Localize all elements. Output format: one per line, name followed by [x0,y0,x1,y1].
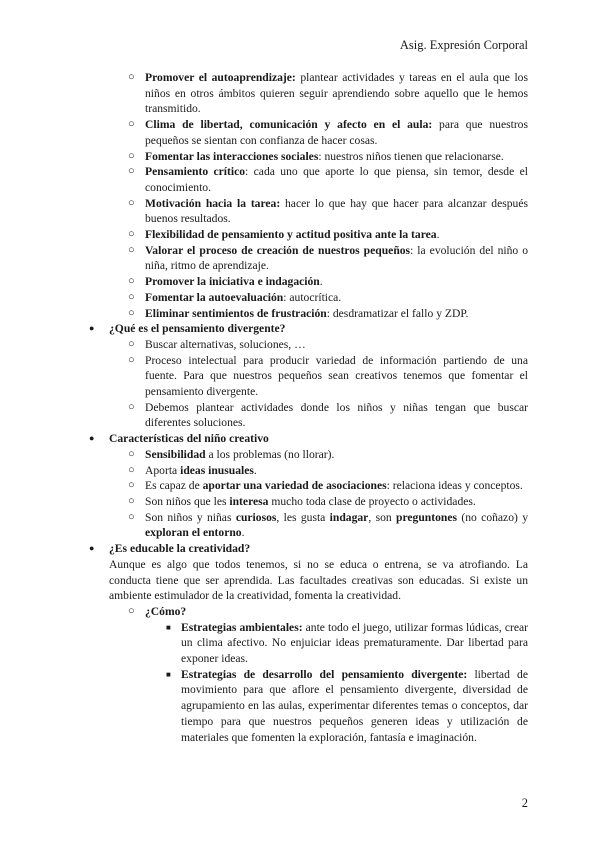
circle-bullet-icon: ○ [128,196,135,209]
circle-bullet-icon: ○ [128,149,135,162]
circle-bullet-icon: ○ [128,275,135,288]
square-bullet-icon: ■ [166,622,171,632]
circle-bullet-icon: ○ [128,353,135,366]
list-item: ○ Fomentar la autoevaluación: autocrítica. [128,290,342,304]
square-bullet-icon: ■ [166,669,171,679]
list-item: ○ Son niños y niñas curiosos, les gusta indagar, son preguntones (no coñazo) y exploran el entorno. [128,510,528,540]
list-item: ○ Proceso intelectual para producir variedad de información partiendo de una fuente. Para que nuestros pequeños sean creativos tenemos que fomentar el pensamiento divergente. [128,353,528,399]
list-item: ○ Aporta ideas inusuales. [128,463,257,477]
circle-bullet-icon: ○ [128,290,135,303]
circle-bullet-icon: ○ [128,463,135,476]
list-item: ■ Estrategias ambientales: ante todo el juego, utilizar formas lúdicas, crear un clima afectivo. No enjuiciar ideas prematuramente. Dar libertad para exponer ideas. [166,620,528,666]
circle-bullet-icon: ○ [128,337,135,350]
list-item: ○ Clima de libertad, comunicación y afecto en el aula: para que nuestros pequeños se sientan con confianza de hacer cosas. [128,118,528,147]
disc-bullet-icon: ● [89,433,95,444]
circle-bullet-icon: ○ [128,447,135,460]
circle-bullet-icon: ○ [128,118,135,131]
section-heading-educable: ● ¿Es educable la creatividad? [89,542,251,556]
list-item: ○ Flexibilidad de pensamiento y actitud positiva ante la tarea. [128,228,440,242]
list-item: ○ Promover la iniciativa e indagación. [128,275,323,289]
list-item: ○ Sensibilidad a los problemas (no llorar). [128,447,335,461]
list-item: ○ ¿Cómo? [128,604,187,618]
circle-bullet-icon: ○ [128,479,135,492]
list-item: ○ Fomentar las interacciones sociales: nuestros niños tienen que relacionarse. [128,149,504,163]
list-item: ○ Son niños que les interesa mucho toda clase de proyecto o actividades. [128,494,476,508]
circle-bullet-icon: ○ [128,228,135,241]
list-item: ○ Valorar el proceso de creación de nuestros pequeños: la evolución del niño o niña, ritmo de aprendizaje. [128,243,528,273]
list-item: ○ Debemos plantear actividades donde los niños y niñas tengan que buscar diferentes soluciones. [128,400,528,430]
disc-bullet-icon: ● [89,323,95,334]
page-body [87,70,528,745]
circle-bullet-icon: ○ [128,510,135,523]
circle-bullet-icon: ○ [128,604,135,617]
circle-bullet-icon: ○ [128,243,135,256]
list-item: ○ Eliminar sentimientos de frustración: desdramatizar el fallo y ZDP. [128,306,469,320]
list-item: ○ Promover el autoaprendizaje: plantear actividades y tareas en el aula que los niños en otros ámbitos quieren seguir aprendiendo sobre aquello que le hemos transmitido. [128,71,528,116]
list-item: ○ Buscar alternativas, soluciones, … [128,337,306,351]
circle-bullet-icon: ○ [128,400,135,413]
circle-bullet-icon: ○ [128,71,135,83]
disc-bullet-icon: ● [89,543,95,554]
section-heading-divergent: ● ¿Qué es el pensamiento divergente? [89,322,286,336]
circle-bullet-icon: ○ [128,494,135,507]
section-heading-creative: ● Características del niño creativo [89,432,269,446]
list-item: ■ Estrategias de desarrollo del pensamiento divergente: libertad de movimiento para que aflore el pensamiento divergente, diversidad de agrupamiento en las aulas, experimentar diferentes temas o conceptos, dar tiempo para que nuestros pequeños generen ideas y utilización de materiales que fomenten la exploración, fantasía e imaginación. [166,667,528,744]
running-header: Asig. Expresión Corporal [399,38,528,52]
list-item: ○ Es capaz de aportar una variedad de asociaciones: relaciona ideas y conceptos. [128,479,523,493]
educable-paragraph: Aunque es algo que todos tenemos, si no se educa o entrena, se va atrofiando. La conducta tiene que ser aprendida. Las facultades creativas son educadas. Si existe un ambiente estimulador de la creatividad, fomenta la creatividad. [109,557,528,603]
page-number: 2 [521,796,528,810]
list-item: ○ Motivación hacia la tarea: hacer lo que hay que hacer para alcanzar después buenos resultados. [128,196,528,226]
circle-bullet-icon: ○ [128,306,135,319]
list-item: ○ Pensamiento crítico: cada uno que aporte lo que piensa, sin temor, desde el conocimiento. [128,165,528,194]
circle-bullet-icon: ○ [128,165,135,178]
